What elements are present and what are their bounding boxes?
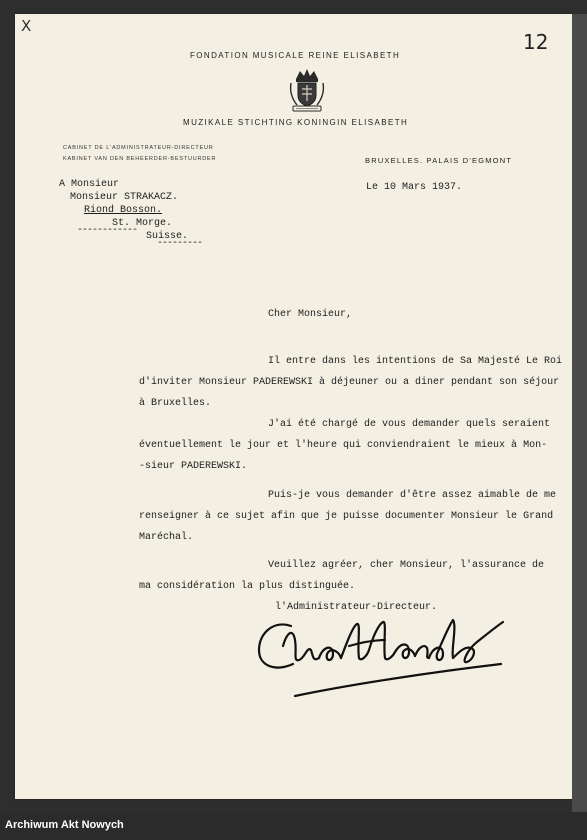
recipient-line-1: A Monsieur: [59, 179, 120, 190]
recipient-line-3: Riond Bosson.: [84, 205, 163, 216]
corner-mark: X: [21, 17, 32, 35]
body-line: éventuellement le jour et l'heure qui conviendraient le mieux à Mon-: [139, 440, 548, 451]
letterhead-org-nl: MUZIKALE STICHTING KONINGIN ELISABETH: [183, 118, 409, 127]
body-line: J'ai été chargé de vous demander quels seraient: [268, 419, 551, 430]
letterhead-place: BRUXELLES. PALAIS D'EGMONT: [365, 156, 513, 165]
body-line: ma considération la plus distinguée.: [139, 581, 356, 592]
handwritten-signature: [253, 606, 513, 702]
signoff: l'Administrateur-Directeur.: [275, 602, 438, 613]
recipient-line-4: St. Morge.: [112, 218, 173, 229]
archive-footer-label: Archiwum Akt Nowych: [5, 819, 124, 831]
page-edge: [572, 14, 587, 826]
page-number: 12: [523, 30, 549, 54]
body-line: Maréchal.: [139, 532, 194, 543]
body-line: renseigner à ce sujet afin que je puisse documenter Monsieur le Grand: [139, 511, 554, 522]
body-line: Veuillez agréer, cher Monsieur, l'assurance de: [268, 560, 545, 571]
body-line: Puis-je vous demander d'être assez aimable de me: [268, 490, 557, 501]
body-line: d'inviter Monsieur PADEREWSKI à déjeuner ou a diner pendant son séjour: [139, 377, 560, 388]
salutation: Cher Monsieur,: [268, 309, 353, 320]
recipient-line-2: Monsieur STRAKACZ.: [70, 192, 179, 203]
recipient-line-5: Suisse.: [146, 231, 189, 242]
recipient-dash-2: ---------: [157, 238, 203, 249]
letter-page: [15, 14, 572, 799]
letterhead-org-fr: FONDATION MUSICALE REINE ELISABETH: [190, 51, 401, 60]
body-line: à Bruxelles.: [139, 398, 212, 409]
cabinet-fr: CABINET DE L'ADMINISTRATEUR-DIRECTEUR: [63, 145, 214, 151]
body-line: Il entre dans les intentions de Sa Majesté Le Roi: [268, 356, 563, 367]
cabinet-nl: KABINET VAN DEN BEHEERDER-BESTUURDER: [63, 156, 217, 162]
letter-date: Le 10 Mars 1937.: [366, 182, 463, 193]
body-line: -sieur PADEREWSKI.: [139, 461, 248, 472]
royal-crest-icon: [287, 67, 327, 113]
recipient-dash-1: ------------: [77, 225, 138, 236]
